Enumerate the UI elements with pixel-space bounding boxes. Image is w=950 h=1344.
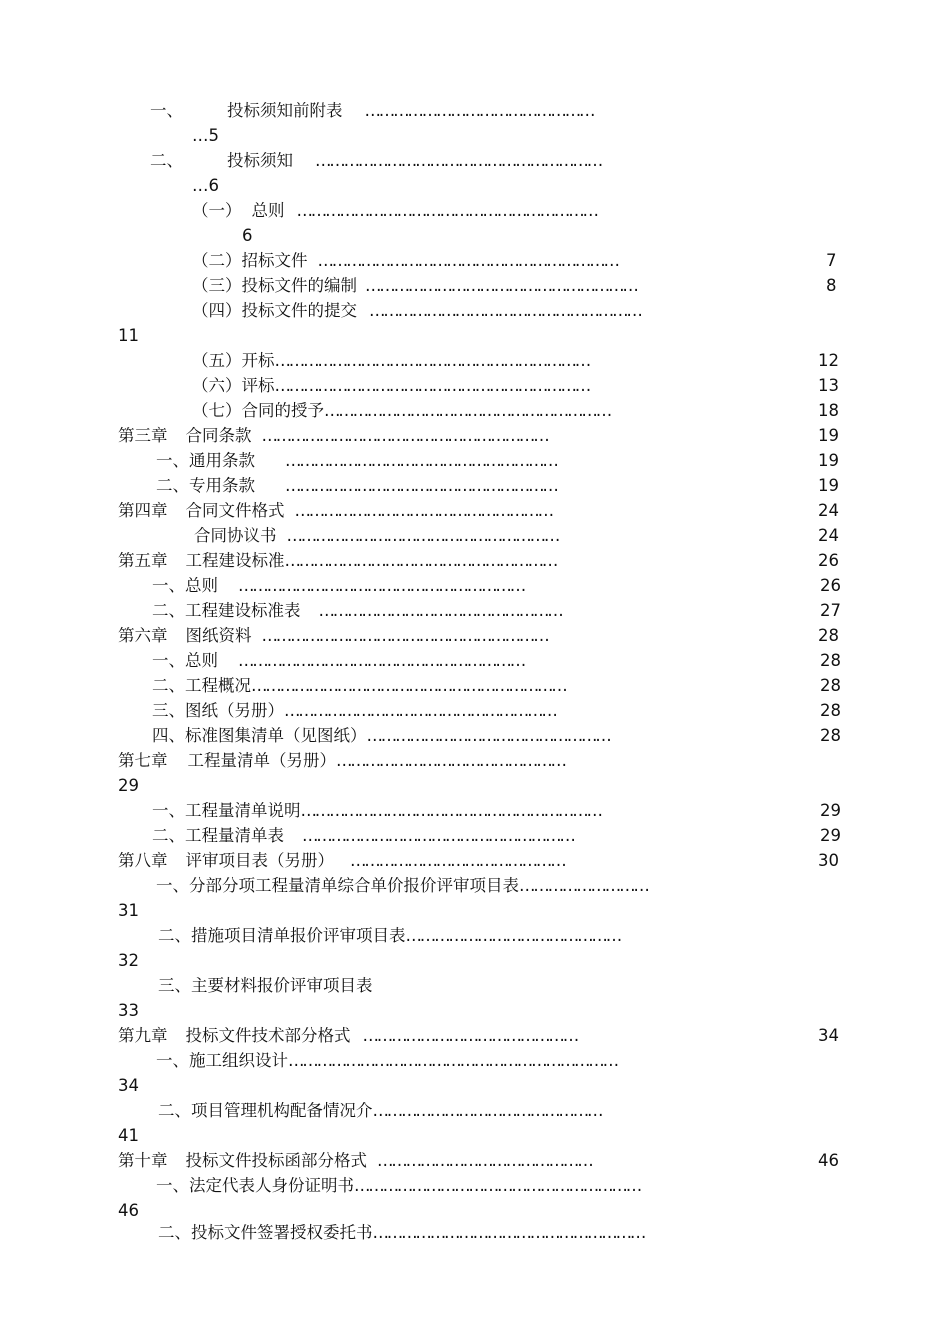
toc-entry[interactable] (156, 1175, 840, 1197)
toc-entry-title: 二、工程建设标准表 (152, 601, 301, 620)
toc-chapter[interactable] (118, 550, 808, 572)
toc-dot-leader: ………………………………………………… (369, 301, 641, 320)
toc-entry-page: 19 (818, 426, 839, 445)
toc-dot-leader: ………………………………………………… (365, 276, 637, 295)
toc-entry-number: 一、 (150, 101, 183, 120)
toc-entry-page: 29 (820, 826, 841, 845)
toc-chapter-title: 工程建设标准 (185, 551, 285, 570)
toc-entry-page: 8 (826, 276, 837, 295)
toc-entry[interactable] (192, 300, 840, 322)
toc-entry[interactable] (194, 525, 816, 547)
toc-dot-leader: …………………………………………………… (315, 151, 602, 170)
toc-chapter[interactable] (118, 425, 816, 447)
toc-entry-title: 三、图纸（另册） (152, 701, 284, 720)
toc-dot-leader: ……………………………………………………… (296, 201, 597, 220)
toc-entry[interactable] (158, 1100, 840, 1122)
toc-dot-leader: ……………………………………… (362, 1026, 578, 1045)
toc-dot-leader: ………………………………………………………… (251, 676, 566, 695)
toc-chapter-title: 工程量清单（另册） (187, 751, 336, 770)
toc-dot-leader: ……………………………………………………… (300, 801, 601, 820)
toc-entry-page: 12 (818, 351, 839, 370)
toc-entry-page: 7 (826, 251, 837, 270)
toc-entry-title: 合同协议书 (194, 526, 277, 545)
toc-entry-page: 30 (818, 851, 839, 870)
toc-dot-leader: ………………………………………………… (286, 526, 559, 545)
toc-entry-page: 18 (818, 401, 839, 420)
toc-chapter-title: 投标文件投标函部分格式 (185, 1151, 367, 1170)
toc-dot-leader: …………………………………………………… (261, 426, 548, 445)
toc-entry[interactable] (192, 350, 816, 372)
toc-entry-page: 26 (818, 551, 839, 570)
toc-entry-page: …6 (192, 176, 219, 195)
toc-entry[interactable] (192, 375, 816, 397)
toc-entry-title: 一、总则 (152, 651, 218, 670)
toc-entry-title: 二、项目管理机构配备情况介 (158, 1101, 373, 1120)
toc-dot-leader: ………………………………………… (336, 751, 565, 770)
toc-chapter-number: 第七章 (118, 751, 168, 770)
toc-entry-title: 投标须知前附表 (227, 101, 343, 120)
toc-chapter-number: 第十章 (118, 1151, 168, 1170)
toc-entry[interactable] (156, 875, 840, 897)
toc-entry-page: 28 (820, 651, 841, 670)
toc-dot-leader: …………………………………………………………… (288, 1051, 617, 1070)
toc-dot-leader: ………………………………………………… (372, 1223, 645, 1242)
toc-entry-page: 34 (118, 1076, 139, 1095)
toc-chapter[interactable] (118, 1025, 816, 1047)
toc-entry[interactable] (156, 1050, 840, 1072)
toc-entry-page: 26 (820, 576, 841, 595)
toc-dot-leader: ………………………………………… (372, 1101, 602, 1120)
toc-entry[interactable] (152, 675, 818, 697)
toc-dot-leader: ……………………………………………………… (317, 251, 618, 270)
toc-entry-title: 一、法定代表人身份证明书 (156, 1176, 354, 1195)
toc-dot-leader: ……………………… (519, 876, 648, 895)
toc-entry[interactable] (158, 975, 840, 997)
toc-entry-page: 19 (818, 476, 839, 495)
toc-entry-title: 二、工程概况 (152, 676, 251, 695)
toc-entry-page: 6 (242, 226, 253, 245)
toc-entry-title: 一、通用条款 (156, 451, 255, 470)
toc-chapter[interactable] (118, 625, 816, 647)
toc-entry[interactable] (192, 200, 840, 222)
toc-dot-leader: ………………………………………… (364, 101, 594, 120)
toc-entry-page: 34 (818, 1026, 839, 1045)
toc-entry[interactable] (156, 475, 816, 497)
toc-dot-leader: ………………………………………………… (285, 451, 557, 470)
toc-dot-leader: …………………………………………………… (261, 626, 548, 645)
toc-dot-leader: ……………………………………… (377, 1151, 592, 1170)
toc-chapter[interactable] (118, 750, 840, 772)
toc-entry-number: 二、 (150, 151, 183, 170)
toc-dot-leader: ………………………………………………… (284, 551, 557, 570)
toc-dot-leader: ………………………………………………… (285, 476, 557, 495)
toc-entry-title: 总则 (251, 201, 285, 220)
toc-entry-page: 29 (118, 776, 139, 795)
toc-entry-title: 一、工程量清单说明 (152, 801, 301, 820)
toc-entry[interactable] (152, 825, 818, 847)
toc-dot-leader: ……………………………………………… (294, 501, 552, 520)
toc-chapter-number: 第三章 (118, 426, 168, 445)
toc-chapter-title: 评审项目表（另册） (185, 851, 334, 870)
toc-entry-page: 13 (818, 376, 839, 395)
toc-dot-leader: ………………………………………………………… (274, 376, 590, 395)
toc-chapter-number: 第九章 (118, 1026, 168, 1045)
toc-chapter[interactable] (118, 1150, 816, 1172)
toc-dot-leader: …………………………………………………… (324, 401, 611, 420)
toc-entry-title: （二）招标文件 (192, 251, 308, 270)
toc-entry-page: 31 (118, 901, 139, 920)
toc-entry[interactable] (152, 650, 818, 672)
toc-dot-leader: …………………………………………………… (354, 1176, 641, 1195)
toc-entry-page: 28 (820, 701, 841, 720)
toc-entry-page: 28 (820, 676, 841, 695)
toc-entry-page: …5 (192, 126, 219, 145)
toc-entry[interactable] (152, 700, 818, 722)
toc-entry-page: 33 (118, 1001, 139, 1020)
toc-entry[interactable] (158, 925, 840, 947)
toc-entry-title: 一、总则 (152, 576, 218, 595)
toc-chapter-title: 合同条款 (185, 426, 252, 445)
toc-entry[interactable] (192, 400, 816, 422)
toc-entry-title: 投标须知 (227, 151, 293, 170)
toc-entry-page: 41 (118, 1126, 139, 1145)
toc-entry-page: 46 (118, 1201, 139, 1220)
toc-entry[interactable] (152, 600, 818, 622)
toc-dot-leader: …………………………………………… (318, 601, 562, 620)
toc-entry-page: 32 (118, 951, 139, 970)
toc-entry-title: （五）开标 (192, 351, 275, 370)
toc-chapter[interactable] (118, 850, 816, 872)
toc-entry-page: 24 (818, 526, 839, 545)
toc-entry-page: 46 (818, 1151, 839, 1170)
toc-dot-leader: …………………………………………………… (238, 651, 525, 670)
toc-entry[interactable] (156, 450, 816, 472)
toc-dot-leader: ……………………………………… (350, 851, 565, 870)
toc-entry-number: （一） (192, 201, 242, 220)
toc-chapter-number: 第六章 (118, 626, 168, 645)
toc-chapter-number: 第五章 (118, 551, 168, 570)
toc-dot-leader: ………………………………………………… (302, 826, 574, 845)
toc-dot-leader: ………………………………………………………… (274, 351, 590, 370)
toc-dot-leader: ……………………………………… (405, 926, 621, 945)
toc-dot-leader: ………………………………………………… (284, 701, 556, 720)
toc-chapter-number: 第八章 (118, 851, 168, 870)
toc-entry-title: （三）投标文件的编制 (192, 276, 357, 295)
toc-entry-title: （六）评标 (192, 376, 275, 395)
toc-entry-title: 二、工程量清单表 (152, 826, 284, 845)
toc-entry[interactable] (152, 800, 818, 822)
toc-entry[interactable] (192, 275, 824, 297)
toc-entry-page: 11 (118, 326, 139, 345)
toc-entry-title: 四、标准图集清单（见图纸） (152, 726, 367, 745)
toc-entry-page: 29 (820, 801, 841, 820)
toc-entry-title: 二、投标文件签署授权委托书 (158, 1223, 373, 1242)
toc-entry-title: 一、分部分项工程量清单综合单价报价评审项目表 (156, 876, 519, 895)
toc-chapter-title: 合同文件格式 (185, 501, 285, 520)
toc-entry-title: 三、主要材料报价评审项目表 (158, 976, 373, 995)
toc-dot-leader: …………………………………………… (366, 726, 610, 745)
toc-entry-page: 28 (820, 726, 841, 745)
toc-entry[interactable] (150, 150, 840, 172)
toc-entry-title: 二、专用条款 (156, 476, 255, 495)
toc-entry-page: 24 (818, 501, 839, 520)
toc-chapter[interactable] (118, 500, 816, 522)
toc-entry-title: （七）合同的授予 (192, 401, 324, 420)
toc-chapter-title: 投标文件技术部分格式 (185, 1026, 351, 1045)
toc-entry-title: （四）投标文件的提交 (192, 301, 357, 320)
toc-entry[interactable] (158, 1222, 840, 1244)
toc-entry[interactable] (152, 575, 818, 597)
toc-entry[interactable] (150, 100, 840, 122)
toc-entry-page: 28 (818, 626, 839, 645)
toc-entry-title: 二、措施项目清单报价评审项目表 (158, 926, 406, 945)
toc-entry-page: 27 (820, 601, 841, 620)
toc-entry-page: 19 (818, 451, 839, 470)
toc-entry[interactable] (192, 250, 837, 272)
toc-chapter-number: 第四章 (118, 501, 168, 520)
toc-dot-leader: …………………………………………………… (238, 576, 525, 595)
toc-chapter-title: 图纸资料 (185, 626, 252, 645)
toc-entry[interactable] (152, 725, 818, 747)
toc-entry-title: 一、施工组织设计 (156, 1051, 288, 1070)
